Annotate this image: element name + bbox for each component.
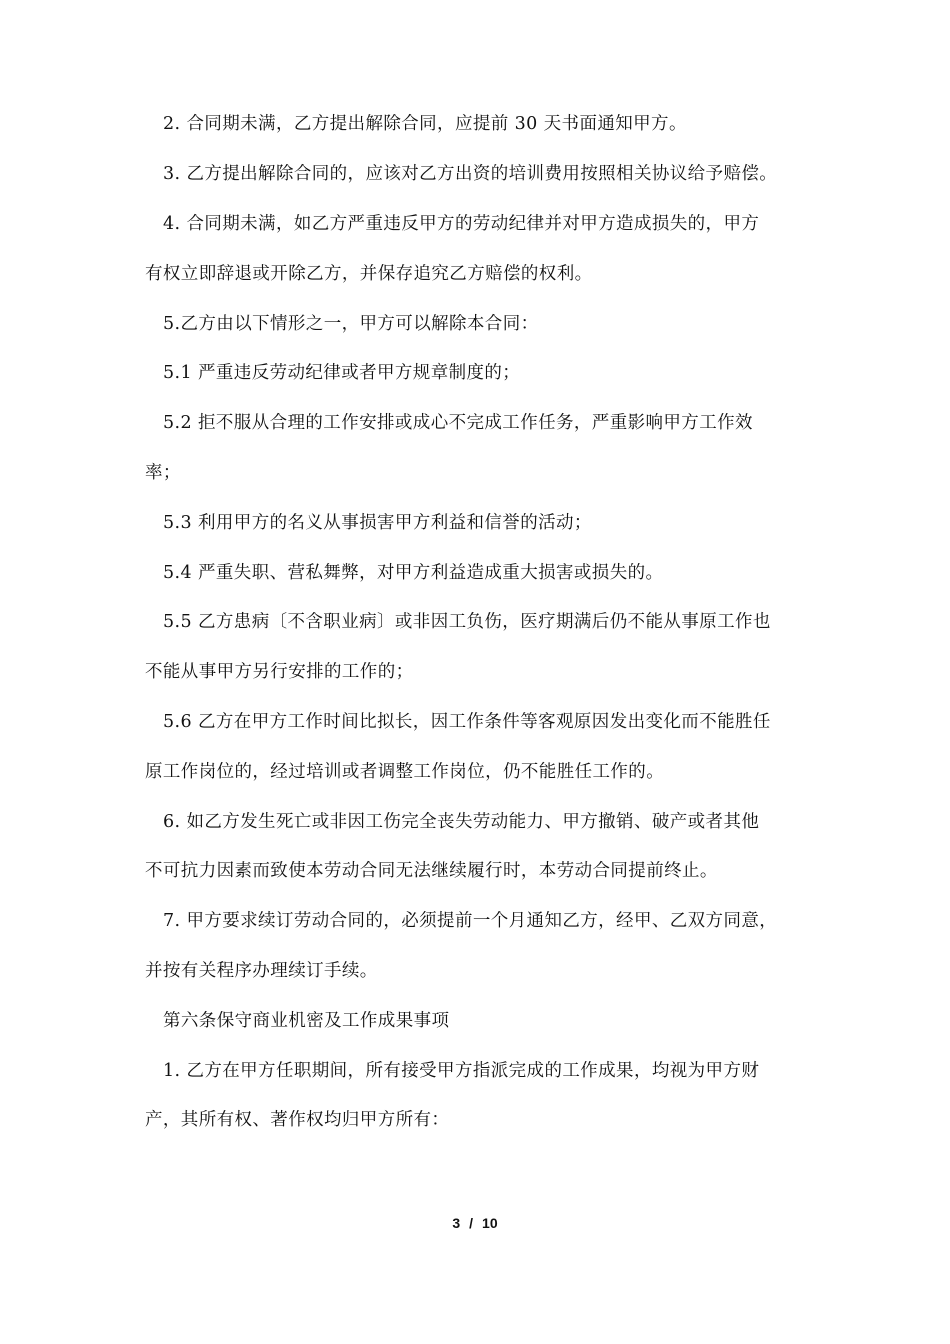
article-6-heading: 第六条保守商业机密及工作成果事项	[163, 1011, 450, 1031]
clause-2-line: 2. 合同期未满，乙方提出解除合同，应提前 30 天书面通知甲方。	[163, 114, 687, 134]
article-6-clause-1-line-2: 产，其所有权、著作权均归甲方所有：	[145, 1110, 450, 1130]
clause-5-1-line: 5.1 严重违反劳动纪律或者甲方规章制度的；	[163, 363, 521, 383]
clause-5-5-line-1: 5.5 乙方患病〔不含职业病〕或非因工负伤，医疗期满后仍不能从事原工作也	[163, 612, 771, 632]
clause-3-line: 3. 乙方提出解除合同的，应该对乙方出资的培训费用按照相关协议给予赔偿。	[163, 164, 778, 184]
page-separator: /	[469, 1215, 474, 1231]
clause-7-line-1: 7. 甲方要求续订劳动合同的，必须提前一个月通知乙方，经甲、乙双方同意，	[163, 911, 778, 931]
current-page-number: 3	[452, 1215, 461, 1231]
clause-6-line-1: 6. 如乙方发生死亡或非因工伤完全丧失劳动能力、甲方撤销、破产或者其他	[163, 812, 760, 832]
clause-6-line-2: 不可抗力因素而致使本劳动合同无法继续履行时，本劳动合同提前终止。	[145, 861, 718, 881]
clause-5-3-line: 5.3 利用甲方的名义从事损害甲方利益和信誉的活动；	[163, 513, 592, 533]
clause-5-2-line-1: 5.2 拒不服从合理的工作安排或成心不完成工作任务，严重影响甲方工作效	[163, 413, 753, 433]
total-pages-number: 10	[482, 1215, 498, 1231]
clause-5-6-line-2: 原工作岗位的，经过培训或者调整工作岗位，仍不能胜任工作的。	[145, 762, 665, 782]
clause-4-line-1: 4. 合同期未满，如乙方严重违反甲方的劳动纪律并对甲方造成损失的，甲方	[163, 214, 760, 234]
clause-5-5-line-2: 不能从事甲方另行安排的工作的；	[145, 662, 414, 682]
clause-4-line-2: 有权立即辞退或开除乙方，并保存追究乙方赔偿的权利。	[145, 264, 593, 284]
clause-5-line: 5.乙方由以下情形之一，甲方可以解除本合同：	[163, 314, 539, 334]
clause-7-line-2: 并按有关程序办理续订手续。	[145, 961, 378, 981]
clause-5-2-line-2: 率；	[145, 463, 181, 483]
clause-5-4-line: 5.4 严重失职、营私舞弊，对甲方利益造成重大损害或损失的。	[163, 563, 664, 583]
page-number	[0, 1214, 950, 1232]
article-6-clause-1-line-1: 1. 乙方在甲方任职期间，所有接受甲方指派完成的工作成果，均视为甲方财	[163, 1061, 760, 1081]
clause-5-6-line-1: 5.6 乙方在甲方工作时间比拟长，因工作条件等客观原因发出变化而不能胜任	[163, 712, 771, 732]
